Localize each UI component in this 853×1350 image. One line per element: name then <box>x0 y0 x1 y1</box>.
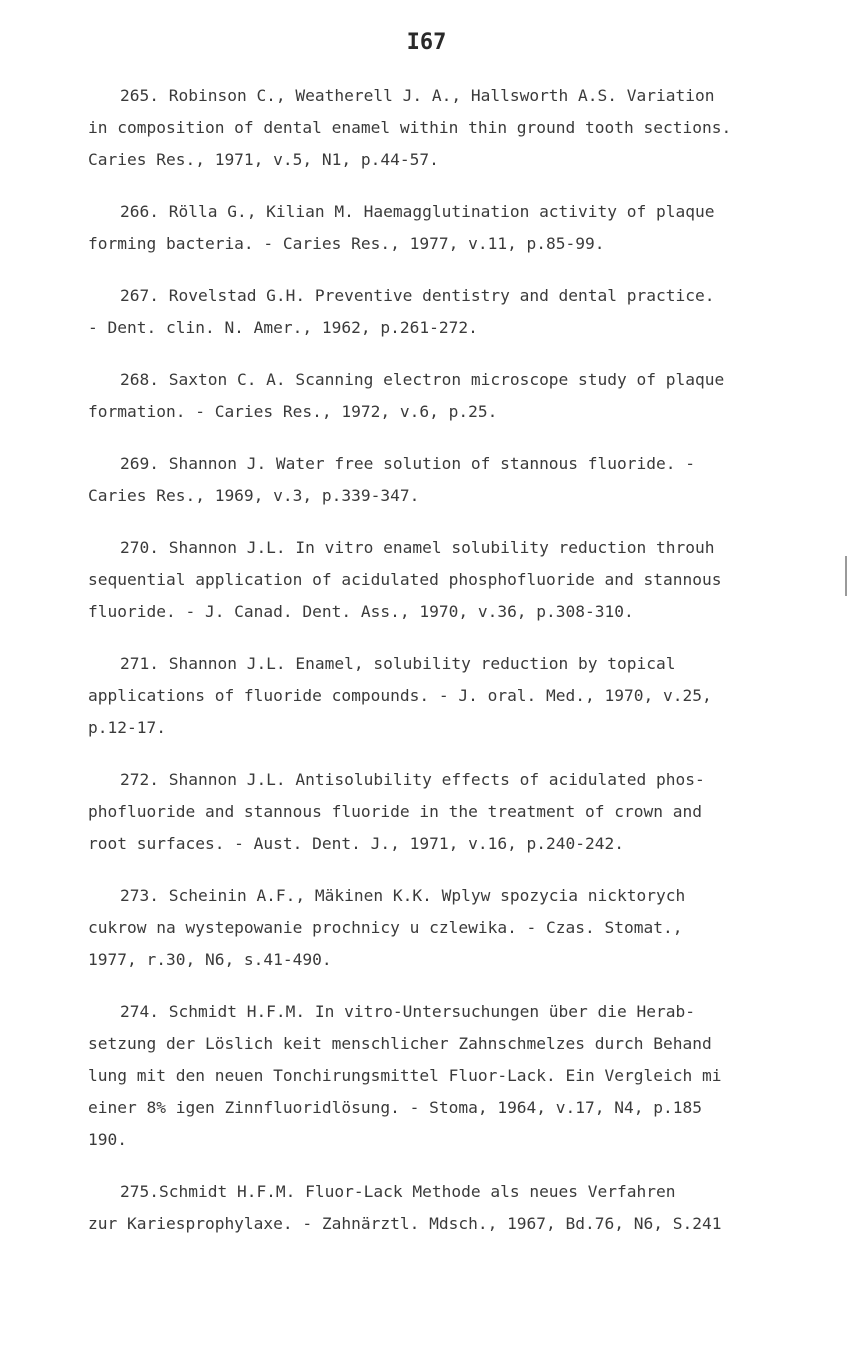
reference-line: 190. <box>88 1130 127 1149</box>
reference-line: setzung der Löslich keit menschlicher Zahnschmelzes durch Behand <box>88 1034 712 1053</box>
reference-line: 271. Shannon J.L. Enamel, solubility reduction by topical <box>120 654 676 673</box>
reference-line: phofluoride and stannous fluoride in the treatment of crown and <box>88 802 702 821</box>
reference-entry-266 <box>88 196 843 260</box>
reference-entry-269 <box>88 448 843 512</box>
reference-line: einer 8% igen Zinnfluoridlösung. - Stoma, 1964, v.17, N4, p.185 <box>88 1098 702 1117</box>
reference-line: in composition of dental enamel within thin ground tooth sections. <box>88 118 732 137</box>
reference-line: 272. Shannon J.L. Antisolubility effects of acidulated phos- <box>120 770 705 789</box>
reference-entry-273 <box>88 880 843 976</box>
reference-line: Caries Res., 1969, v.3, p.339-347. <box>88 486 420 505</box>
reference-line: 274. Schmidt H.F.M. In vitro-Untersuchungen über die Herab- <box>120 1002 695 1021</box>
reference-line: 268. Saxton C. A. Scanning electron microscope study of plaque <box>120 370 725 389</box>
reference-entry-268 <box>88 364 843 428</box>
reference-line: lung mit den neuen Tonchirungsmittel Fluor-Lack. Ein Vergleich mi <box>88 1066 722 1085</box>
reference-line: applications of fluoride compounds. - J. oral. Med., 1970, v.25, <box>88 686 712 705</box>
reference-line: zur Kariesprophylaxe. - Zahnärztl. Mdsch., 1967, Bd.76, N6, S.241 <box>88 1214 722 1233</box>
reference-entry-265 <box>88 80 843 176</box>
reference-line: formation. - Caries Res., 1972, v.6, p.25. <box>88 402 498 421</box>
reference-line: p.12-17. <box>88 718 166 737</box>
reference-line: 275.Schmidt H.F.M. Fluor-Lack Methode als neues Verfahren <box>120 1182 676 1201</box>
reference-line: 267. Rovelstad G.H. Preventive dentistry and dental practice. <box>120 286 715 305</box>
reference-line: 270. Shannon J.L. In vitro enamel solubility reduction throuh <box>120 538 715 557</box>
reference-line: sequential application of acidulated phosphofluoride and stannous <box>88 570 722 589</box>
reference-line: 265. Robinson C., Weatherell J. A., Hallsworth A.S. Variation <box>120 86 715 105</box>
reference-line: fluoride. - J. Canad. Dent. Ass., 1970, v.36, p.308-310. <box>88 602 634 621</box>
reference-line: forming bacteria. - Caries Res., 1977, v.11, p.85-99. <box>88 234 605 253</box>
reference-line: 269. Shannon J. Water free solution of stannous fluoride. - <box>120 454 695 473</box>
reference-entry-270 <box>88 532 843 628</box>
reference-line: cukrow na wystepowanie prochnicy u czlewika. - Czas. Stomat., <box>88 918 683 937</box>
reference-line: 273. Scheinin A.F., Mäkinen K.K. Wplyw spozycia nicktorych <box>120 886 686 905</box>
reference-entry-272 <box>88 764 843 860</box>
reference-line: - Dent. clin. N. Amer., 1962, p.261-272. <box>88 318 478 337</box>
reference-entry-275 <box>88 1176 843 1240</box>
reference-entry-267 <box>88 280 843 344</box>
reference-entry-274 <box>88 996 843 1156</box>
reference-entry-271 <box>88 648 843 744</box>
reference-list <box>88 80 843 1260</box>
margin-mark <box>845 556 847 596</box>
reference-line: root surfaces. - Aust. Dent. J., 1971, v.16, p.240-242. <box>88 834 625 853</box>
reference-line: 266. Rölla G., Kilian M. Haemagglutination activity of plaque <box>120 202 715 221</box>
reference-line: 1977, r.30, N6, s.41-490. <box>88 950 332 969</box>
reference-line: Caries Res., 1971, v.5, N1, p.44-57. <box>88 150 439 169</box>
page-number: I67 <box>406 30 447 55</box>
